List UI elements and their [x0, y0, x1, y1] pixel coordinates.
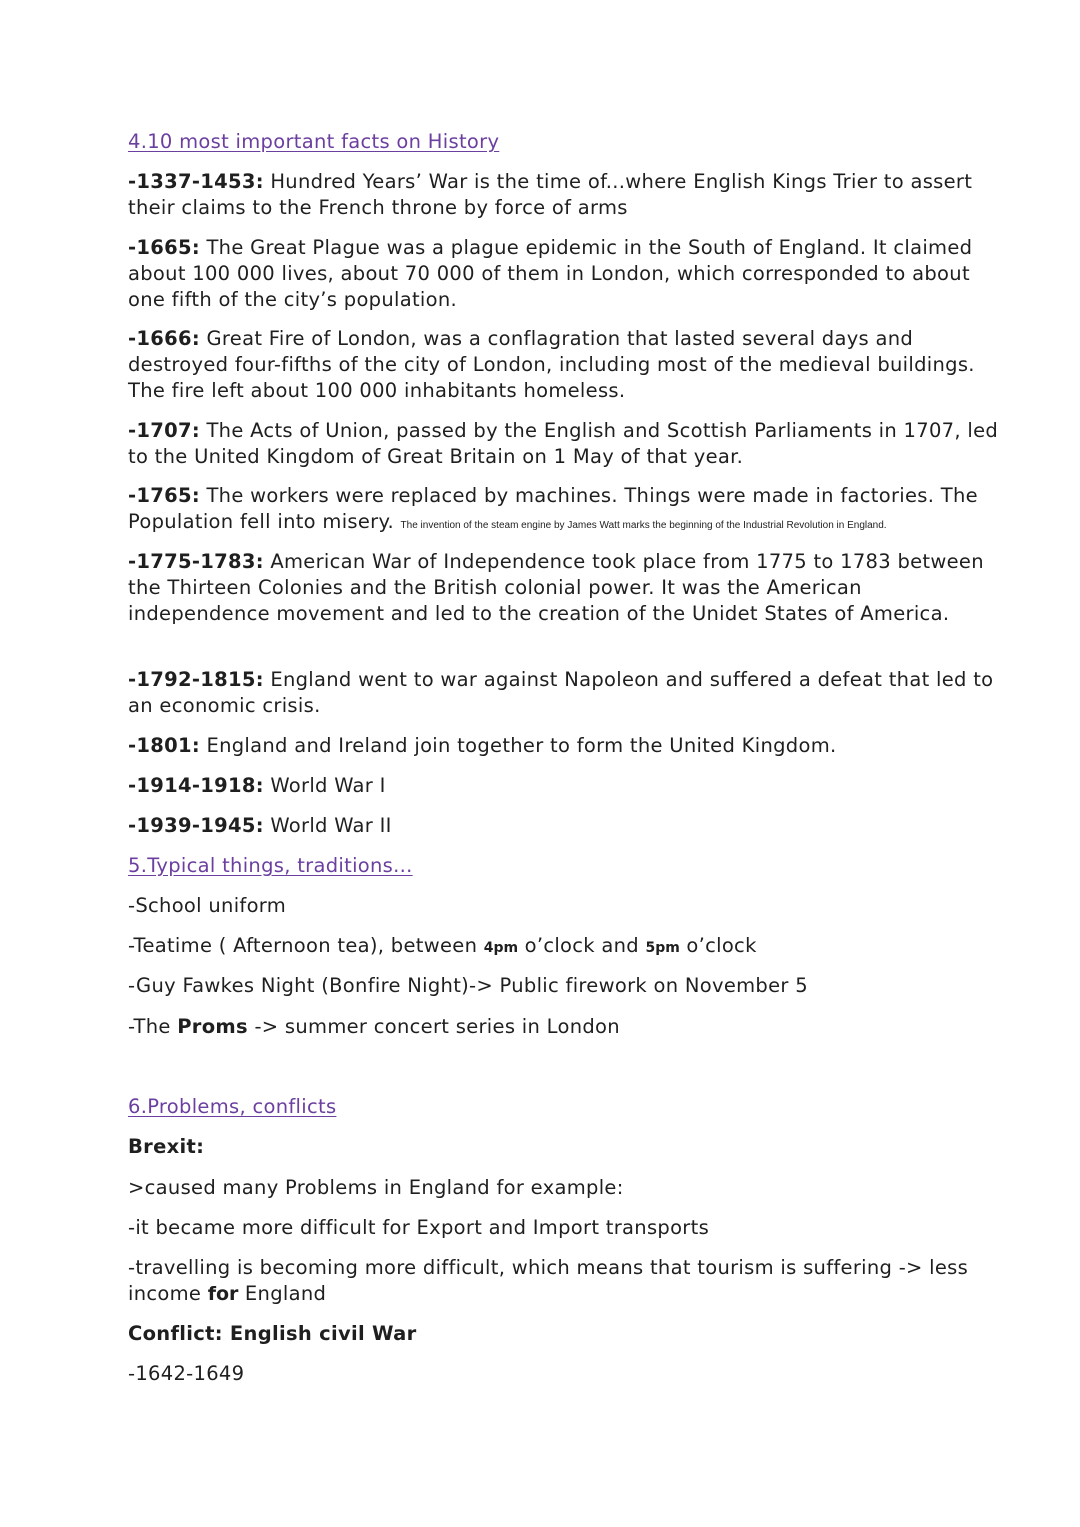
history-text: World War I — [263, 774, 386, 797]
brexit-label-text: Brexit: — [128, 1135, 205, 1158]
history-item — [128, 418, 1008, 470]
conflict-label-text: Conflict: English civil War — [128, 1322, 417, 1345]
history-date: -1665: — [128, 236, 200, 259]
conflict-label — [128, 1321, 1008, 1347]
proms-bold: Proms — [177, 1015, 248, 1038]
tradition-item — [128, 933, 1008, 961]
travel-text: England — [238, 1282, 327, 1305]
traditions-heading: 5.Typical things, traditions... — [128, 854, 413, 877]
proms-text: -> summer concert series in London — [247, 1015, 620, 1038]
problem-item: >caused many Problems in England for example: — [128, 1176, 624, 1199]
problem-item: -it became more difficult for Export and Import transports — [128, 1216, 710, 1239]
history-text: England and Ireland join together to form the United Kingdom. — [199, 734, 837, 757]
history-item — [128, 813, 1008, 839]
history-date: -1707: — [128, 419, 200, 442]
teatime-text: -Teatime ( Afternoon tea), between — [128, 934, 484, 957]
tradition-item: -Guy Fawkes Night (Bonfire Night)-> Public firework on November 5 — [128, 974, 808, 997]
history-item — [128, 326, 1008, 404]
history-item — [128, 549, 1008, 627]
history-date: -1801: — [128, 734, 200, 757]
history-date: -1792-1815: — [128, 668, 264, 691]
history-item — [128, 733, 1008, 759]
history-date: -1775-1783: — [128, 550, 264, 573]
teatime-text: o’clock — [679, 934, 757, 957]
tradition-item — [128, 1014, 1008, 1040]
history-date: -1939-1945: — [128, 814, 264, 837]
history-text: American War of Independence took place from 1775 to 1783 between the Thirteen Colonies and the British colonial power. It was the American independence movement and led to the creation of the Unidet States of America. — [128, 550, 984, 625]
history-text: Hundred Years’ War is the time of...where English Kings Trier to assert their claims to the French throne by force of arms — [128, 170, 973, 219]
history-date: -1337-1453: — [128, 170, 264, 193]
proms-text: -The — [128, 1015, 178, 1038]
conflict-years: -1642-1649 — [128, 1362, 245, 1385]
history-item — [128, 169, 1008, 221]
history-item — [128, 667, 1008, 719]
handwritten-for: for — [207, 1283, 239, 1305]
history-text: Great Fire of London, was a conflagration that lasted several days and destroyed four-fifths of the city of London, including most of the medieval buildings. The fire left about 100 000 inhabitants homeless. — [128, 327, 975, 402]
history-text: The Acts of Union, passed by the English and Scottish Parliaments in 1707, led to the United Kingdom of Great Britain on 1 May of that year. — [128, 419, 999, 468]
handwritten-time: 5pm — [645, 940, 680, 956]
travel-text: -travelling is becoming more difficult, which means that tourism is suffering -> less income — [128, 1256, 969, 1305]
history-text: World War II — [263, 814, 392, 837]
history-date: -1765: — [128, 484, 200, 507]
brexit-label — [128, 1134, 1008, 1160]
history-item — [128, 773, 1008, 799]
teatime-text: o’clock and — [518, 934, 646, 957]
problem-item — [128, 1255, 1008, 1307]
history-text: The workers were replaced by machines. Things were made in factories. The Population fell into misery. — [128, 484, 978, 533]
handwritten-time: 4pm — [483, 940, 519, 956]
history-item — [128, 235, 1008, 313]
history-text: The Great Plague was a plague epidemic in the South of England. It claimed about 100 000 lives, about 70 000 of them in London, which corresponded to about one fifth of the city’s population. — [128, 236, 973, 311]
history-date: -1914-1918: — [128, 774, 264, 797]
tradition-item: -School uniform — [128, 894, 287, 917]
history-date: -1666: — [128, 327, 200, 350]
history-item — [128, 483, 1073, 539]
problems-heading: 6.Problems, conflicts — [128, 1095, 337, 1118]
history-heading: 4.10 most important facts on History — [128, 130, 500, 153]
history-text: England went to war against Napoleon and suffered a defeat that led to an economic crisis. — [128, 668, 994, 717]
history-note: The invention of the steam engine by James Watt marks the beginning of the Industrial Revolution in England. — [400, 520, 887, 531]
